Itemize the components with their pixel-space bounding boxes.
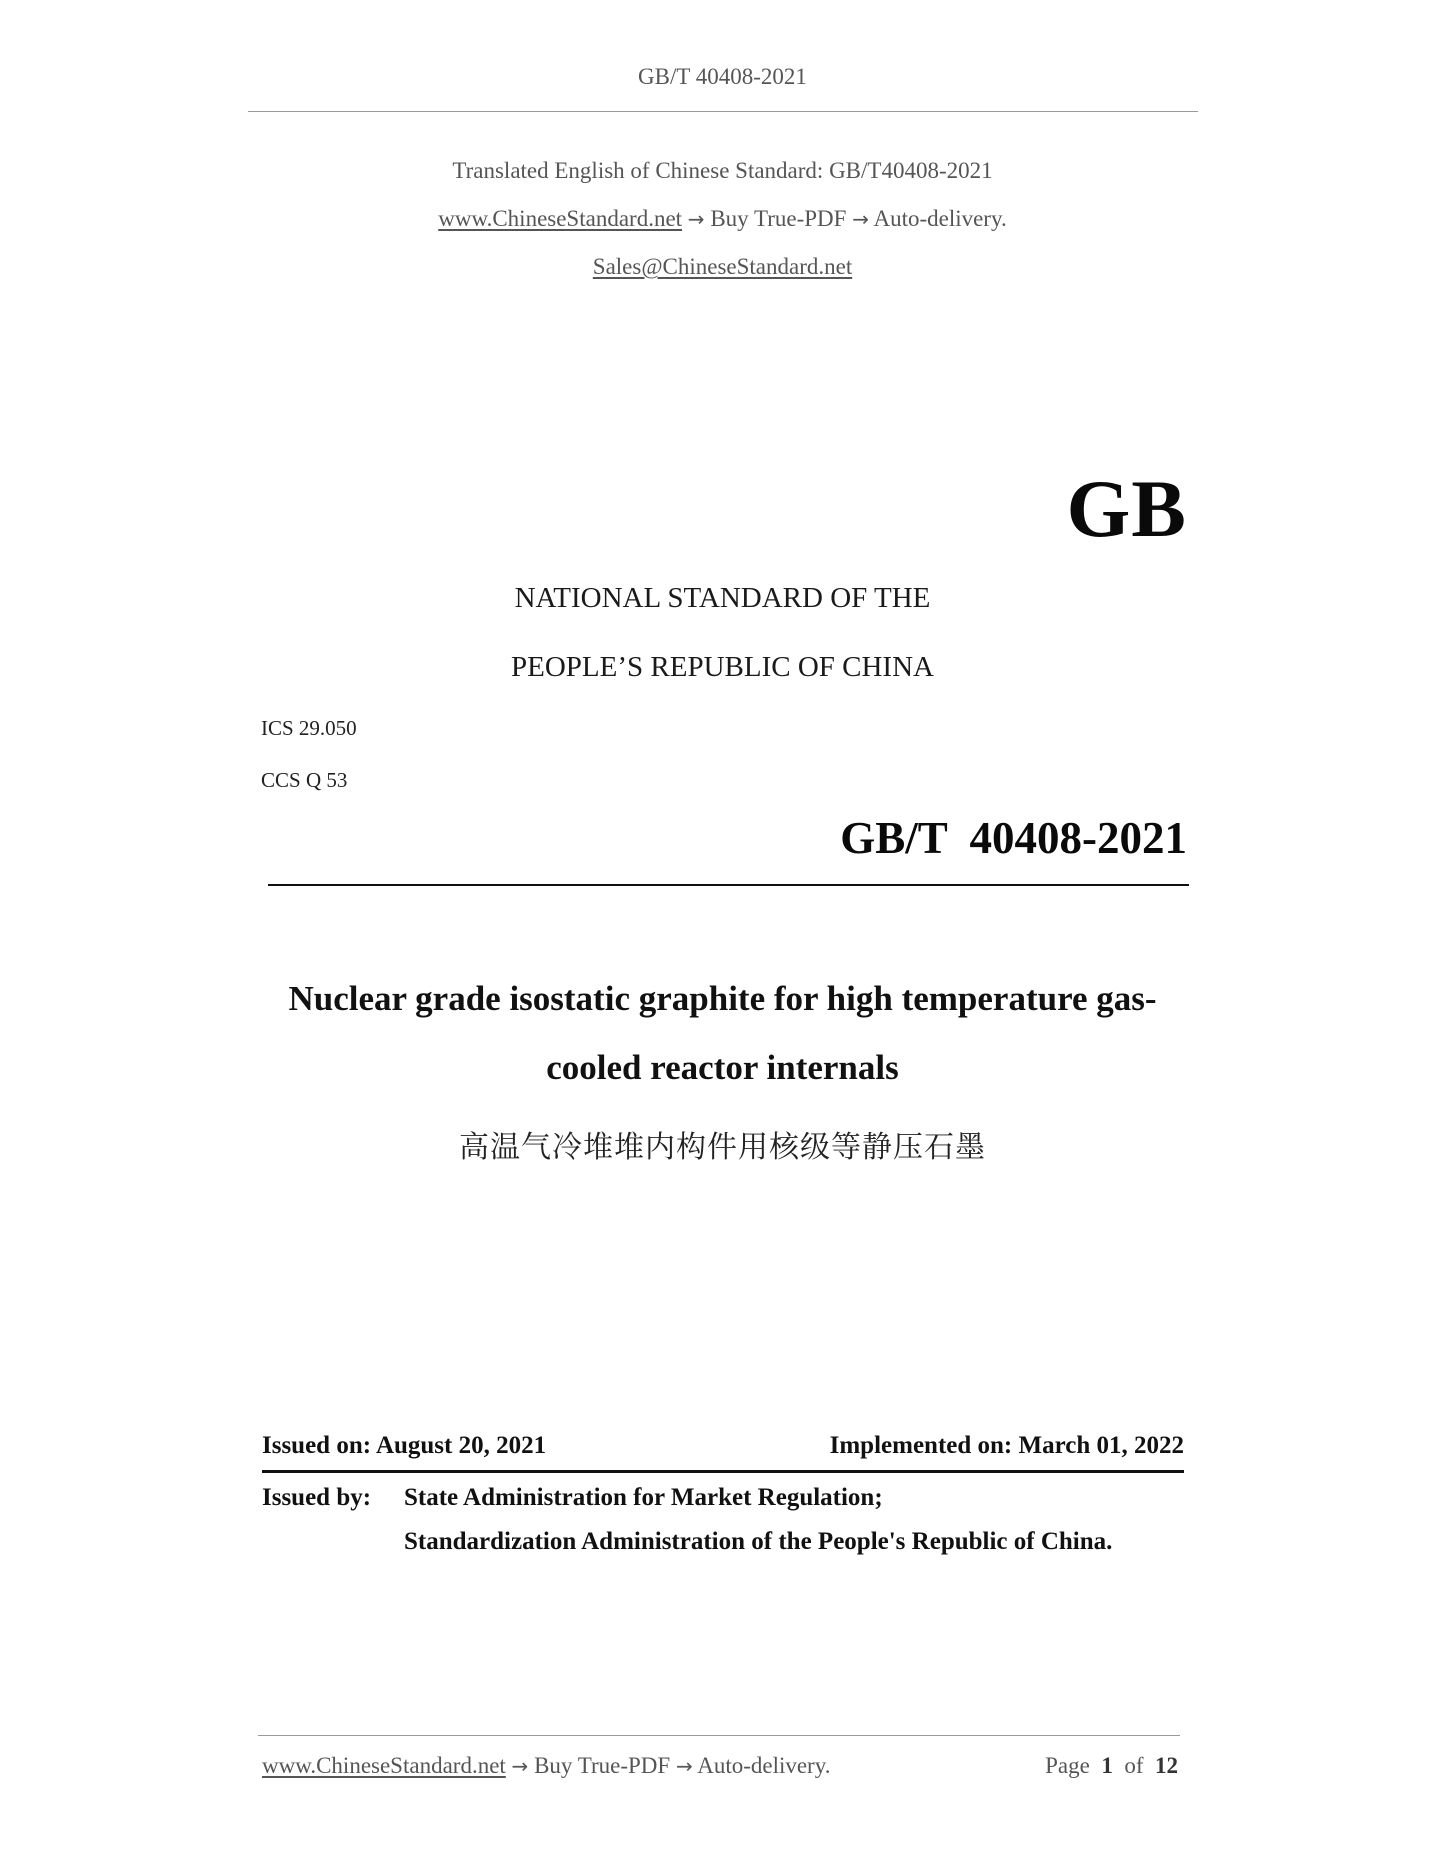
- footer-purchase-line: [262, 1753, 830, 1779]
- title-chinese: 高温气冷堆堆内构件用核级等静压石墨: [459, 1130, 986, 1165]
- gb-mark: GB: [1066, 463, 1187, 554]
- page-of: of: [1124, 1753, 1144, 1778]
- buy-text: Buy True-PDF: [710, 206, 847, 231]
- email-line: [0, 254, 1445, 280]
- translation-notice: Translated English of Chinese Standard: GB/T40408-2021: [452, 158, 993, 183]
- page-total: 12: [1155, 1753, 1178, 1778]
- title-english-line1: Nuclear grade isostatic graphite for high temperature gas-: [288, 979, 1157, 1018]
- title-english-line2: cooled reactor internals: [546, 1048, 899, 1087]
- standard-number: GB/T 40408-2021: [840, 813, 1187, 863]
- site-link[interactable]: www.ChineseStandard.net: [438, 206, 683, 231]
- arrow-right-icon: →: [511, 1754, 529, 1778]
- running-header: GB/T 40408-2021: [638, 64, 807, 89]
- page-label: Page: [1045, 1753, 1090, 1778]
- footer-buy-text: Buy True-PDF: [534, 1753, 671, 1778]
- delivery-text: Auto-delivery.: [873, 206, 1007, 231]
- page-indicator: [1045, 1753, 1178, 1779]
- standard-number-divider: [268, 884, 1189, 886]
- footer-site-link[interactable]: www.ChineseStandard.net: [262, 1753, 506, 1778]
- issued-by-label: Issued by:: [262, 1484, 372, 1511]
- issuer-samr: State Administration for Market Regulation;: [404, 1484, 883, 1511]
- national-standard-line1: NATIONAL STANDARD OF THE: [514, 582, 931, 614]
- footer-divider: [258, 1735, 1180, 1736]
- arrow-right-icon: →: [687, 207, 705, 231]
- issue-divider: [262, 1470, 1184, 1473]
- issued-on-date: Issued on: August 20, 2021: [262, 1432, 547, 1459]
- implemented-on-date: Implemented on: March 01, 2022: [829, 1432, 1184, 1459]
- national-standard-line2: PEOPLE’S REPUBLIC OF CHINA: [511, 651, 934, 683]
- footer-delivery-text: Auto-delivery.: [697, 1753, 831, 1778]
- purchase-line: [0, 206, 1445, 232]
- arrow-right-icon: →: [675, 1754, 693, 1778]
- ccs-code: CCS Q 53: [261, 768, 348, 792]
- email-link[interactable]: Sales@ChineseStandard.net: [592, 254, 853, 279]
- page-current: 1: [1101, 1753, 1113, 1778]
- ics-code: ICS 29.050: [261, 716, 357, 740]
- header-divider: [248, 111, 1198, 112]
- arrow-right-icon: →: [852, 207, 869, 231]
- issuer-sac: Standardization Administration of the People's Republic of China.: [404, 1528, 1113, 1555]
